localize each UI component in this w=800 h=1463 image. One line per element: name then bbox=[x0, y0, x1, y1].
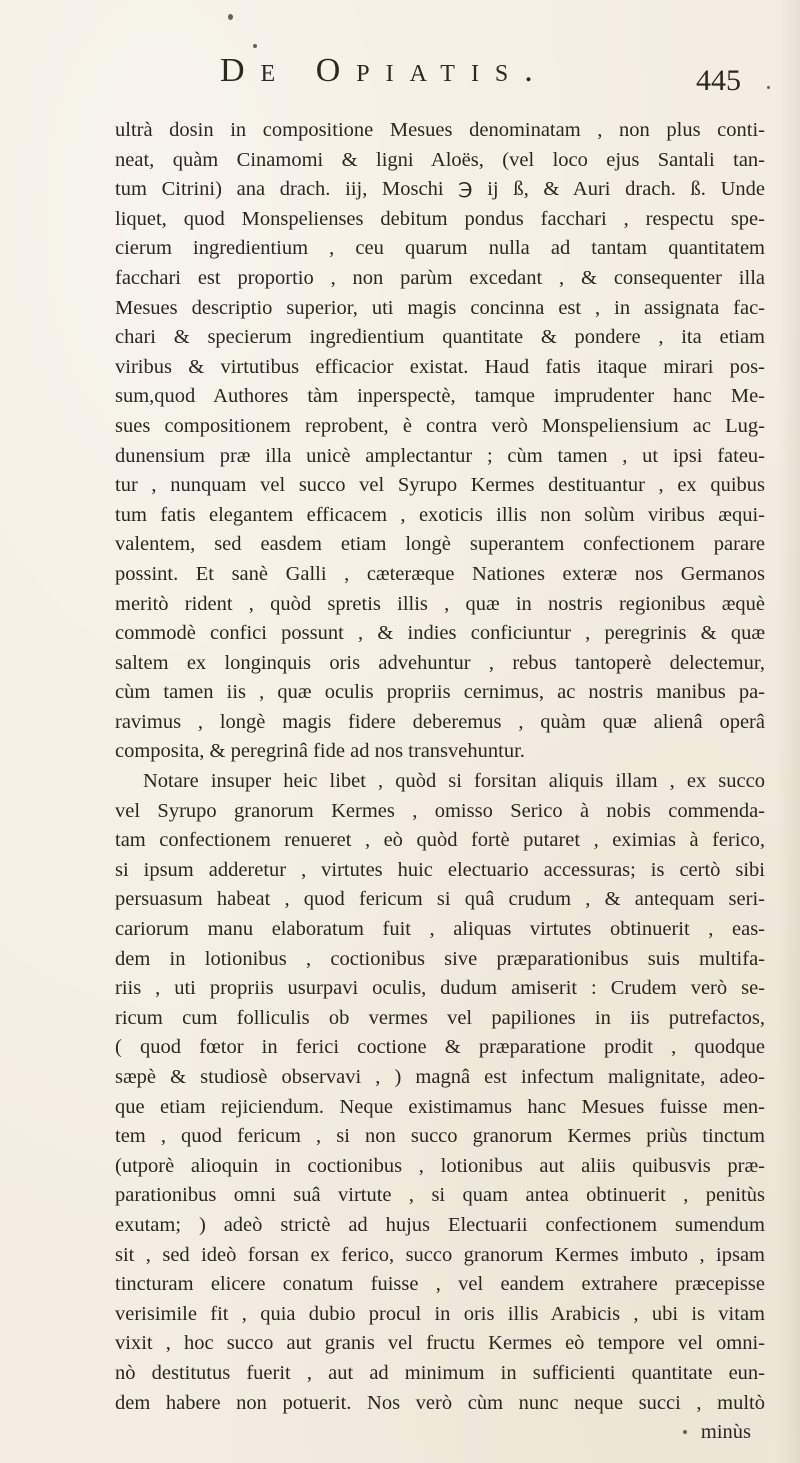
text-line: dem habere non potuerit. Nos verò cùm nunc neque succi , multò bbox=[115, 1391, 765, 1414]
text-line: persuasum habeat , quod fericum si quâ crudum , & antequam seri- bbox=[115, 888, 765, 911]
text-line: sues compositionem reprobent, è contra verò Monspeliensium ac Lug- bbox=[115, 414, 765, 437]
text-line: saltem ex longinquis oris advehuntur , rebus tantoperè delectemur, bbox=[115, 651, 765, 674]
text-line: tur , nunquam vel succo vel Syrupo Kermes destituantur , ex quibus bbox=[115, 474, 765, 497]
text-line: sit , sed ideò forsan ex ferico, succo granorum Kermes imbuto , ipsam bbox=[115, 1243, 765, 1266]
text-line: riis , uti propriis usurpavi oculis, dudum amiserit : Crudem verò se- bbox=[115, 977, 765, 1000]
text-line: exutam; ) adeò strictè ad hujus Electuarii confectionem sumendum bbox=[115, 1213, 765, 1236]
text-line: chari & specierum ingredientium quantitate & pondere , ita etiam bbox=[115, 326, 765, 349]
text-line: viribus & virtutibus efficacior existat. Haud fatis itaque mirari pos- bbox=[115, 355, 765, 378]
paragraph-start-line: Notare insuper heic libet , quòd si forsitan aliquis illam , ex succo bbox=[143, 770, 765, 793]
text-line: nò destitutus fuerit , aut ad minimum in sufficienti quantitate eun- bbox=[115, 1361, 765, 1384]
text-line: dem in lotionibus , coctionibus sive præparationibus suis multifa- bbox=[115, 947, 765, 970]
text-line: ultrà dosin in compositione Mesues denominatam , non plus conti- bbox=[115, 119, 765, 141]
paragraph-end-line: composita, & peregrinâ fide ad nos transvehuntur. bbox=[115, 740, 525, 763]
text-line: vel Syrupo granorum Kermes , omisso Serico à nobis commenda- bbox=[115, 799, 765, 822]
text-line: facchari est proportio , non parùm excedant , & consequenter illa bbox=[115, 266, 765, 289]
text-line: parationibus omni suâ virtute , si quam antea obtinuerit , penitùs bbox=[115, 1184, 765, 1207]
text-line: tam confectionem renueret , eò quòd fortè putaret , eximias à ferico, bbox=[115, 829, 765, 852]
page-number: 445 bbox=[696, 64, 741, 97]
text-line: (utporè alioquin in coctionibus , lotionibus aut aliis quibusvis præ- bbox=[115, 1154, 765, 1177]
text-line: tum Citrini) ana drach. iij, Moschi ℈ ij ß, & Auri drach. ß. Unde bbox=[115, 178, 765, 201]
text-line: ( quod fœtor in ferici coctione & præparatione prodit , quodque bbox=[115, 1036, 765, 1059]
text-line: cariorum manu elaboratum fuit , aliquas virtutes obtinuerit , eas- bbox=[115, 918, 765, 941]
text-line: ricum cum folliculis ob vermes vel papiliones in iis putrefactos, bbox=[115, 1006, 765, 1029]
page-edge-shadow bbox=[778, 0, 800, 1463]
ink-speck bbox=[228, 14, 233, 20]
ink-speck bbox=[253, 44, 257, 48]
body-text bbox=[115, 116, 765, 1448]
text-line: ravimus , longè magis fidere deberemus , quàm quæ alienâ operâ bbox=[115, 710, 765, 733]
text-line: cierum ingredientium , ceu quarum nulla ad tantam quantitatem bbox=[115, 237, 765, 260]
text-line: sum,quod Authores tàm inperspectè, tamque imprudenter hanc Me- bbox=[115, 385, 765, 408]
running-head: De Opiatis. bbox=[220, 52, 549, 89]
text-line: tem , quod fericum , si non succo granorum Kermes priùs tinctum bbox=[115, 1125, 765, 1148]
text-line: cùm tamen iis , quæ oculis propriis cernimus, ac nostris manibus pa- bbox=[115, 681, 765, 704]
text-line: tincturam elicere conatum fuisse , vel eandem extrahere præcepisse bbox=[115, 1273, 765, 1296]
text-line: neat, quàm Cinamomi & ligni Aloës, (vel loco ejus Santali tan- bbox=[115, 148, 765, 171]
text-line: si ipsum adderetur , virtutes huic electuario accessuras; is certò sibi bbox=[115, 858, 765, 881]
ink-speck bbox=[767, 86, 770, 89]
text-line: meritò rident , quòd spretis illis , quæ in nostris regionibus æquè bbox=[115, 592, 765, 615]
catchword: minùs bbox=[700, 1421, 751, 1444]
text-line: possint. Et sanè Galli , cæteræque Nationes exteræ nos Germanos bbox=[115, 562, 765, 585]
text-line: que etiam rejiciendum. Neque existimamus hanc Mesues fuisse men- bbox=[115, 1095, 765, 1118]
text-line: Mesues descriptio superior, uti magis concinna est , in assignata fac- bbox=[115, 296, 765, 319]
text-line: commodè confici possunt , & indies conficiuntur , peregrinis & quæ bbox=[115, 622, 765, 645]
page-header bbox=[0, 52, 800, 102]
ink-speck bbox=[683, 1430, 687, 1434]
text-line: vixit , hoc succo aut granis vel fructu Kermes eò tempore vel omni- bbox=[115, 1332, 765, 1355]
text-line: liquet, quod Monspelienses debitum pondus facchari , respectu spe- bbox=[115, 207, 765, 230]
text-line: verisimile fit , quia dubio procul in oris illis Arabicis , ubi is vitam bbox=[115, 1302, 765, 1325]
text-line: valentem, sed easdem etiam longè superantem confectionem parare bbox=[115, 533, 765, 556]
text-line: dunensium præ illa unicè amplectantur ; cùm tamen , ut ipsi fateu- bbox=[115, 444, 765, 467]
text-line: sæpè & studiosè observavi , ) magnâ est infectum malignitate, adeo- bbox=[115, 1066, 765, 1088]
text-line: tum fatis elegantem efficacem , exoticis illis non solùm viribus æqui- bbox=[115, 503, 765, 526]
